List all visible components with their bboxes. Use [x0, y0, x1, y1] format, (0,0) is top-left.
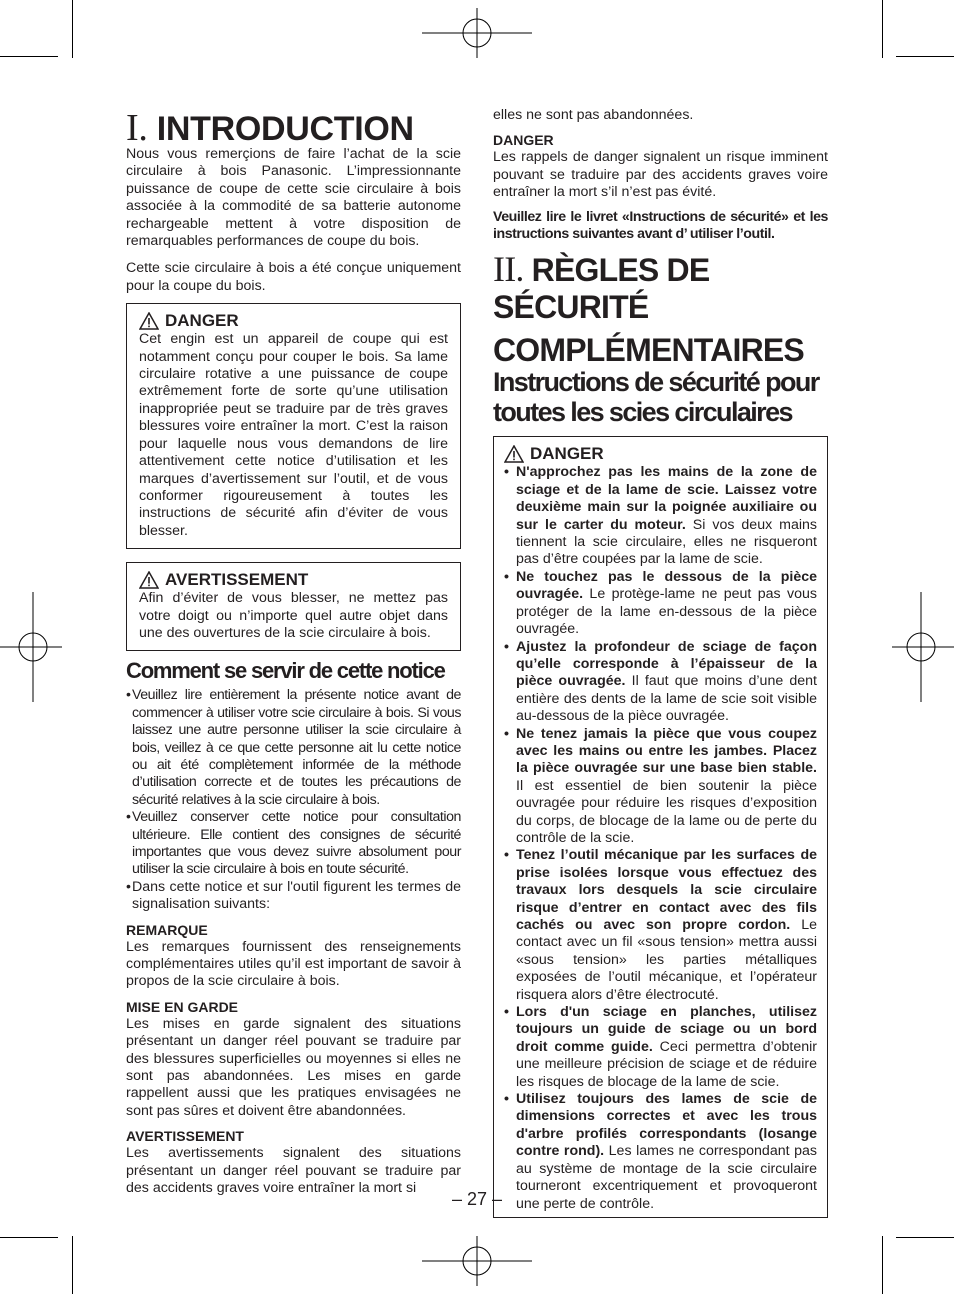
registration-mark-icon [422, 1236, 532, 1286]
avertissement-text: Les avertissements signalent des situations présentant un danger réel pouvant se traduire par des accidents graves voire entraîner la mort si [126, 1145, 461, 1197]
subtitle-line: Instructions de sécurité pour [493, 367, 819, 398]
list-item-bold: Lors d'un sciage en planches, utilisez toujours un guide de sciage ou un bord droit comme guide. [516, 1004, 817, 1055]
registration-mark-icon [0, 592, 62, 702]
list-item-text [516, 726, 817, 848]
list-item [504, 464, 817, 568]
bullet: • [504, 638, 509, 655]
crop-mark [896, 1237, 954, 1238]
registration-mark-icon [892, 592, 954, 702]
mise-en-garde-heading: MISE EN GARDE [126, 998, 239, 1015]
list-item [504, 847, 817, 1004]
list-item-normal: Il est essentiel de bien soutenir la pièce ouvragée pour réduire les risques d’exposition du corps, de blocage de la lame ou de perte du contrôle de la scie. [516, 777, 817, 846]
danger-definition-text: Les rappels de danger signalent un risque imminent pouvant se traduire par des accidents graves voire entraîner la mort s’il n’est pas évité. [493, 149, 828, 201]
section-number: II. [493, 249, 524, 290]
list-item: • Veuillez lire entièrement la présente notice avant de commencer à utiliser votre scie circulaire à bois. Si vous laissez une autre personne utiliser la scie circulaire à bois, veillez à ce que cette personne ait lu cette notice ou ait été complètement informée de la méthode d’utilisation correcte et de toutes les précautions de sécurité relatives à la scie circulaire à bois. [126, 687, 461, 808]
danger-box-title [504, 444, 817, 464]
warning-triangle-icon [139, 312, 159, 330]
danger-definition-heading: DANGER [493, 132, 554, 149]
list-item-bold: N'approchez pas les mains de la zone de sciage et de la lame de scie. Laissez votre deuxième main sur la poignée auxiliaire ou sur le carter du moteur. [516, 464, 817, 533]
registration-mark-icon [422, 8, 532, 58]
continuation-text: elles ne sont pas abandonnées. [493, 107, 694, 123]
list-item-text [516, 847, 817, 1004]
bullet: • [504, 725, 509, 742]
right-column [493, 107, 828, 1218]
list-item-bold: Ne touchez pas le dessous de la pièce ouvragée. [516, 568, 817, 603]
danger-label: DANGER [530, 444, 604, 464]
list-item-bold: Tenez l’outil mécanique par les surfaces de prise isolées lorsque vous effectuez des travaux lors desquels la scie circulaire risque d’entrer en contact avec des fils cachés ou avec son propre cordon. [516, 847, 817, 933]
danger-box [126, 303, 461, 549]
section-number: I. [126, 107, 148, 149]
warning-box-text: Afin d’éviter de vous blesser, ne mettez pas votre doigt ou n’importe quel autre objet dans une des ouvertures de la scie circulaire à bois. [139, 590, 448, 641]
section-title-text: RÈGLES DE SÉCURITÉ [493, 252, 710, 326]
list-item [504, 1004, 817, 1091]
list-item-text [516, 464, 817, 568]
rules-list [504, 464, 817, 1212]
intro-paragraph: Nous vous remerçions de faire l’achat de la scie circulaire à bois Panasonic. L’impressionnante puissance de coupe de cette scie circulaire à bois associée à la commodité de sa batterie autonome rechargeable mettent à votre disposition de remarquables performances de coupe du bois. [126, 146, 461, 250]
section-title-line [493, 251, 828, 326]
bullet: • [504, 847, 509, 864]
section-title-rules [493, 251, 828, 369]
crop-mark [0, 56, 58, 57]
list-item-text [516, 569, 817, 639]
warning-box-title [139, 570, 448, 590]
list-item-text [516, 639, 817, 726]
list-item-bold: Ne tenez jamais la pièce que vous coupez avec les mains ou entre les jambes. Placez la pièce ouvragée sur une base bien stable. [516, 725, 817, 777]
list-item-normal: Le protège-lame ne peut pas vous protéger de la lame en-dessous de la pièce ouvragée. [516, 586, 817, 638]
bullet: • [504, 1091, 509, 1108]
read-notice: Veuillez lire le livret «Instructions de sécurité» et les instructions suivantes avant d’ utiliser l’outil. [493, 208, 828, 243]
avertissement-heading: AVERTISSEMENT [126, 1128, 244, 1145]
danger-box-title [139, 311, 448, 331]
danger-box [493, 436, 828, 1217]
list-item-bold: Utilisez toujours des lames de scie de dimensions correctes et avec les trous d'arbre profilés correspondants (losange contre rond). [516, 1091, 817, 1160]
list-item-normal: Il faut que moins d’une dent entière des dents de la lame de scie soit visible au-dessous de la pièce ouvragée. [516, 673, 817, 725]
crop-mark [72, 1236, 73, 1294]
crop-mark [896, 56, 954, 57]
list-item-text [516, 1004, 817, 1091]
danger-label: DANGER [165, 311, 239, 331]
warning-box [126, 562, 461, 651]
howto-heading: Comment se servir de cette notice [126, 658, 445, 684]
list-item [504, 569, 817, 639]
section-title-text: INTRODUCTION [156, 110, 414, 148]
remarque-heading: REMARQUE [126, 921, 208, 938]
page-number: – 27 – [451, 1189, 503, 1209]
list-item [504, 726, 817, 848]
subtitle-line: toutes les scies circulaires [493, 397, 792, 428]
list-item: • Dans cette notice et sur l'outil figurent les termes de signalisation suivants: [126, 878, 461, 913]
remarque-text: Les remarques fournissent des renseignements complémentaires utiles qu’il est important de savoir à propos de la scie circulaire à bois. [126, 938, 461, 990]
left-column [126, 107, 461, 1198]
section-title-text: COMPLÉMENTAIRES [493, 332, 804, 369]
mise-en-garde-text: Les mises en garde signalent des situations présentant un danger réel pouvant se traduire par des blessures superficielles ou moyennes si elles ne sont pas abandonnées. Les mises en garde rappellent aussi que les pratiques envisagées ne sont pas sûres et doivent être abandonnées. [126, 1015, 461, 1119]
danger-box-text: Cet engin est un appareil de coupe qui est notamment conçu pour couper le bois. Sa lame circulaire rotative a une puissance de coupe extrêmement forte de sorte qu’une utilisation inappropriée peut se traduire par de très graves blessures voire entraîner la mort. C’est la raison pour laquelle nous vous demandons de lire attentivement cette notice d’utilisation et les marques d’avertissement sur l’outil, et de vous conformer rigoureusement à toutes les instructions de sécurité afin d’éviter de vous blesser. [139, 331, 448, 539]
bullet: • [504, 568, 509, 585]
crop-mark [0, 1237, 58, 1238]
list-item [504, 639, 817, 726]
warning-triangle-icon [139, 571, 159, 589]
list-item-normal: Le contact avec un fil «sous tension» mettra aussi «sous tension» les parties métalliques exposées de l’outil mécanique, et l’opérateur risquera alors d’être électrocuté. [516, 917, 817, 1003]
warning-triangle-icon [504, 445, 524, 463]
list-item-normal: Les lames ne correspondant pas au système de montage de la scie circulaire tourneront excentriquement et provoqueront une perte de contrôle. [516, 1143, 817, 1212]
list-item: • Veuillez conserver cette notice pour consultation ultérieure. Elle contient des consignes de sécurité importantes que vous devez suivre absolument pour utiliser la scie circulaire à bois en toute sécurité. [126, 809, 461, 878]
crop-mark [72, 0, 73, 58]
list-item-normal: Si vos deux mains tiennent la scie circulaire, elles ne risqueront pas d’être coupées par la lame de scie. [516, 516, 817, 568]
list-item-bold: Ajustez la profondeur de sciage de façon qu’elle corresponde à l’épaisseur de la pièce ouvragée. [516, 638, 817, 690]
section-subtitle [493, 367, 828, 427]
crop-mark [882, 0, 883, 58]
warning-label: AVERTISSEMENT [165, 570, 309, 590]
list-item-normal: Ceci permettra d’obtenir une meilleure précision de sciage et de réduire les risques de blocage de la lame de scie. [516, 1038, 818, 1090]
intro-paragraph: Cette scie circulaire à bois a été conçue uniquement pour la coupe du bois. [126, 260, 461, 294]
bullet: • [504, 1004, 509, 1021]
section-title-introduction [126, 107, 461, 149]
crop-mark [882, 1236, 883, 1294]
bullet: • [504, 464, 509, 481]
